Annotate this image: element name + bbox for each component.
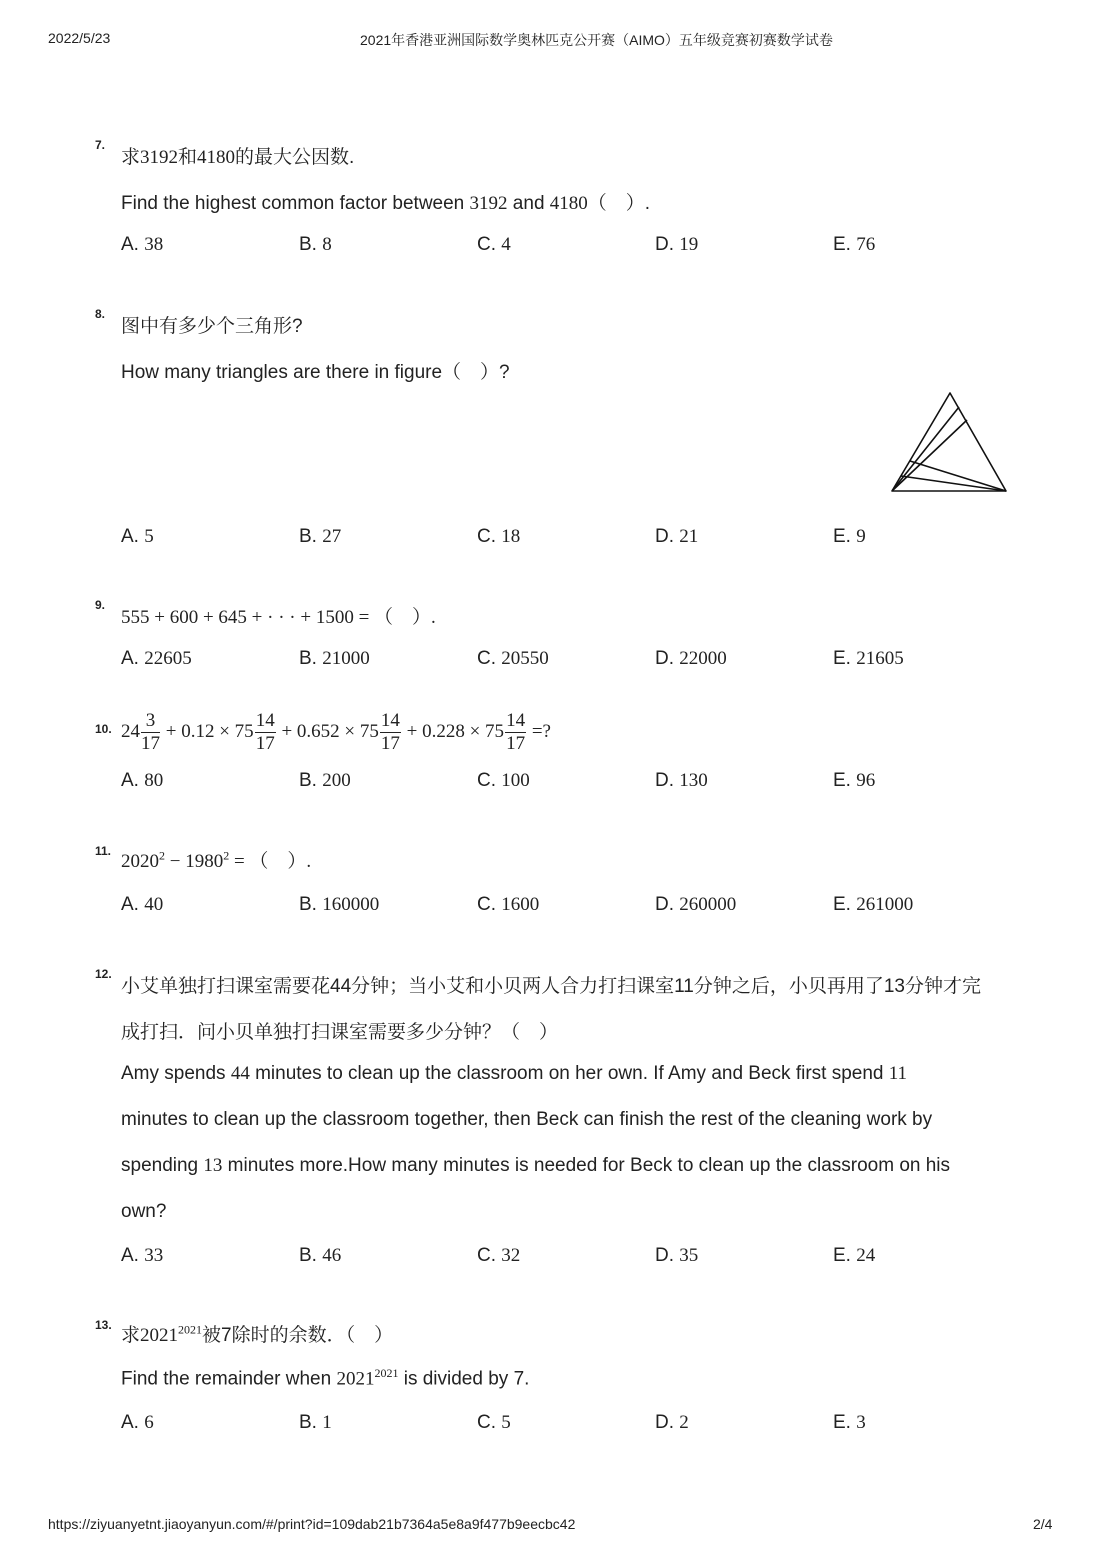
fraction: $\frac{3}{17}$ [141, 710, 160, 754]
question-text-en-line2: minutes to clean up the classroom together, then Beck can finish the rest of the cleaning work by [121, 1109, 933, 1130]
fraction: $\frac{14}{17}$ [380, 710, 400, 754]
question-number: 9. [95, 598, 106, 612]
option-a: A. 40 [121, 894, 164, 915]
option-e: E. 3 [833, 1412, 866, 1433]
question-expression: $2020^2 - 1980^2$ = （ ）. [121, 848, 312, 872]
option-b: B. 27 [299, 526, 342, 547]
option-d: D. 22000 [655, 648, 727, 669]
option-c: C. 20550 [477, 648, 549, 669]
question-number: 10. [95, 722, 112, 736]
option-a: A. 80 [121, 770, 164, 791]
option-e: E. 24 [833, 1245, 876, 1266]
question-text-en-line1: Amy spends 44 minutes to clean up the classroom on her own. If Amy and Beck first spend 11 [121, 1063, 908, 1084]
option-a: A. 33 [121, 1245, 164, 1266]
question-number: 11. [95, 844, 112, 858]
option-b: B. 8 [299, 234, 332, 255]
option-d: D. 19 [655, 234, 699, 255]
question-expression: 555 + 600 + 645 + · · · + 1500 = （ ）. [121, 607, 436, 628]
question-text-zh: 求3192和4180的最大公因数. [121, 147, 355, 168]
option-e: E. 76 [833, 234, 876, 255]
option-e: E. 261000 [833, 894, 914, 915]
question-text-en-line3: spending 13 minutes more.How many minutes is needed for Beck to clean up the classroom on his [121, 1155, 951, 1176]
question-text-en: How many triangles are there in figure（ ）? [121, 362, 510, 383]
question-text-zh: 图中有多少个三角形? [121, 316, 303, 337]
question-number: 13. [95, 1318, 112, 1332]
option-e: E. 9 [833, 526, 866, 547]
option-c: C. 18 [477, 526, 521, 547]
option-d: D. 260000 [655, 894, 737, 915]
option-a: A. 38 [121, 234, 164, 255]
option-c: C. 4 [477, 234, 511, 255]
option-d: D. 2 [655, 1412, 689, 1433]
fraction: $\frac{14}{17}$ [506, 710, 526, 754]
question-expression: 24 $\frac{3}{17}$ + 0.12 × 75 $\frac{14}{17}$ + 0.652 × 75 $\frac{14}{17}$ + 0.228 × 75 $\frac{14}{17}$ =? [121, 710, 551, 754]
option-e: E. 96 [833, 770, 876, 791]
option-b: B. 160000 [299, 894, 380, 915]
option-b: B. 46 [299, 1245, 342, 1266]
option-b: B. 200 [299, 770, 351, 791]
question-text-en: Find the highest common factor between 3192 and 4180（ ）. [121, 193, 651, 214]
option-a: A. 22605 [121, 648, 192, 669]
question-text-zh-line1: 小艾单独打扫课室需要花44分钟；当小艾和小贝两人合力打扫课室11分钟之后，小贝再用了13分钟才完 [121, 976, 981, 997]
option-c: C. 100 [477, 770, 530, 791]
question-text-zh: 求$2021^{2021}$被7除时的余数．（ ） [121, 1322, 394, 1346]
question-text-en: Find the remainder when $2021^{2021}$ is divided by 7. [121, 1366, 530, 1390]
header-date: 2022/5/23 [48, 30, 111, 46]
option-a: A. 5 [121, 526, 154, 547]
question-number: 12. [95, 967, 112, 981]
option-d: D. 130 [655, 770, 708, 791]
option-d: D. 35 [655, 1245, 699, 1266]
option-c: C. 32 [477, 1245, 521, 1266]
header-title: 2021年香港亚洲国际数学奥林匹克公开赛（AIMO）五年级竞赛初赛数学试卷 [360, 32, 833, 48]
fraction: $\frac{14}{17}$ [255, 710, 275, 754]
option-c: C. 1600 [477, 894, 540, 915]
question-number: 7. [95, 138, 106, 152]
question-text-en-line4: own? [121, 1201, 167, 1222]
option-e: E. 21605 [833, 648, 904, 669]
option-b: B. 1 [299, 1412, 332, 1433]
triangle-figure [888, 388, 1010, 496]
footer-page-number: 2/4 [1033, 1516, 1053, 1532]
option-d: D. 21 [655, 526, 699, 547]
option-a: A. 6 [121, 1412, 154, 1433]
question-text-zh-line2: 成打扫．问小贝单独打扫课室需要多少分钟？（ ） [121, 1022, 559, 1043]
question-number: 8. [95, 307, 106, 321]
option-b: B. 21000 [299, 648, 370, 669]
footer-url[interactable]: https://ziyuanyetnt.jiaoyanyun.com/#/print?id=109dab21b7364a5e8a9f477b9eecbc42 [48, 1516, 576, 1532]
option-c: C. 5 [477, 1412, 511, 1433]
